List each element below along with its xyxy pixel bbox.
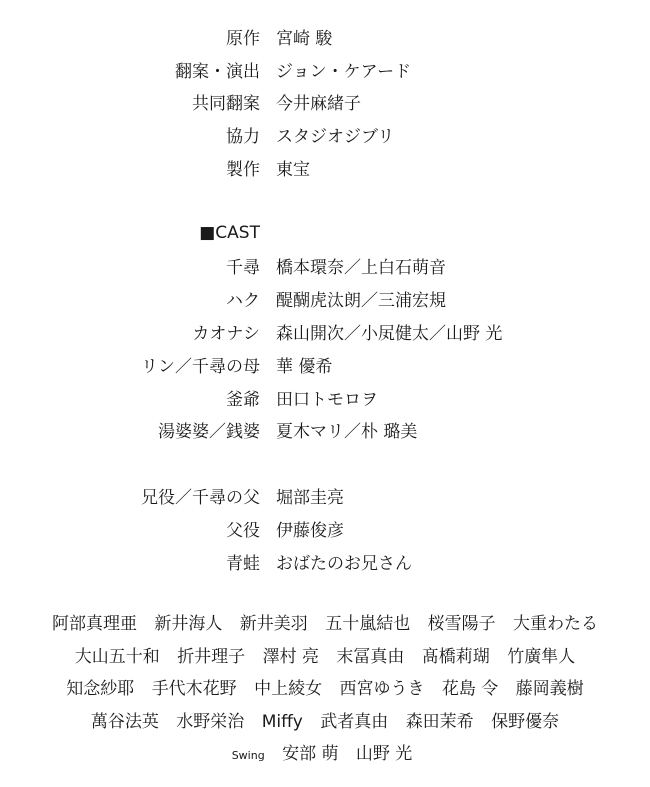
ensemble-line: [0, 608, 650, 641]
ensemble-name: 花島 令: [441, 679, 499, 700]
person-name: 夏木マリ／朴 璐美: [276, 422, 418, 443]
staff-row: [0, 53, 650, 86]
ensemble-line: [0, 706, 650, 739]
staff-row: [0, 20, 650, 53]
cast-row: [0, 545, 650, 578]
ensemble-name: 竹廣隼人: [507, 646, 576, 667]
role-label: 釜爺: [226, 389, 260, 410]
ensemble-name: 森田茉希: [405, 711, 474, 732]
cast-row: [0, 381, 650, 414]
ensemble-name: 新井海人: [154, 614, 223, 634]
role-label: リン／千尋の母: [141, 356, 260, 377]
cast-heading: ■CAST: [199, 223, 260, 244]
ensemble-name: 水野栄治: [176, 711, 245, 732]
ensemble-name: 大重わたる: [513, 614, 599, 634]
ensemble-name: 五十嵐結也: [325, 614, 411, 634]
ensemble-name: 中上綾女: [254, 679, 323, 700]
ensemble-name: 萬谷法英: [90, 711, 159, 732]
ensemble-line: [0, 673, 650, 706]
role-label: 製作: [226, 160, 260, 181]
cast-row: [0, 348, 650, 381]
staff-row: [0, 118, 650, 151]
credits-list: [0, 20, 650, 578]
ensemble-name: 保野優奈: [491, 711, 560, 732]
person-name: おばたのお兄さん: [276, 553, 412, 574]
ensemble-name: 阿部真理亜: [51, 614, 137, 634]
person-name: 伊藤俊彦: [276, 520, 344, 541]
ensemble-name: 知念紗耶: [66, 679, 135, 700]
role-label: ハク: [226, 291, 260, 312]
role-label: 翻案・演出: [175, 61, 260, 82]
person-name: 醍醐虎汰朗／三浦宏規: [276, 291, 446, 312]
role-label: 原作: [226, 28, 260, 49]
person-name: スタジオジブリ: [276, 127, 395, 148]
ensemble-name: 藤岡義樹: [515, 679, 584, 700]
spacer: [0, 446, 650, 479]
ensemble-name: 末冨真由: [336, 646, 405, 667]
role-label: 父役: [226, 520, 260, 541]
person-name: 東宝: [276, 160, 310, 181]
person-name: 田口トモロヲ: [276, 389, 378, 410]
cast-row: [0, 512, 650, 545]
ensemble-name: Miffy: [261, 711, 303, 732]
role-label: 協力: [226, 127, 260, 148]
swing-label: Swing: [231, 749, 265, 763]
ensemble-name: 新井美羽: [239, 614, 308, 634]
ensemble-name: 大山五十和: [74, 646, 160, 667]
role-label: 共同翻案: [192, 94, 260, 115]
person-name: 堀部圭亮: [276, 488, 344, 509]
role-label: 青蛙: [226, 553, 260, 574]
staff-row: [0, 151, 650, 184]
staff-row: [0, 86, 650, 119]
ensemble-name: 武者真由: [320, 711, 389, 732]
person-name: 森山開次／小㞍健太／山野 光: [276, 324, 503, 345]
ensemble-name: 髙橋莉瑚: [421, 646, 490, 667]
role-label: 湯婆婆／銭婆: [158, 422, 260, 443]
cast-row: [0, 250, 650, 283]
cast-row: [0, 479, 650, 512]
ensemble-name: 手代木花野: [151, 679, 237, 700]
swing-line: [0, 738, 650, 771]
role-label: 兄役／千尋の父: [141, 488, 260, 509]
cast-header: [0, 217, 650, 250]
ensemble-list: [0, 608, 650, 771]
person-name: ジョン・ケアード: [276, 61, 412, 82]
person-name: 華 優希: [276, 356, 333, 377]
ensemble-line: [0, 641, 650, 674]
cast-row: [0, 282, 650, 315]
spacer: [0, 184, 650, 217]
person-name: 橋本環奈／上白石萌音: [276, 258, 446, 279]
swing-name: 安部 萌: [282, 744, 339, 765]
cast-row: [0, 414, 650, 447]
ensemble-name: 西宮ゆうき: [339, 679, 425, 700]
person-name: 宮崎 駿: [276, 28, 333, 49]
swing-name: 山野 光: [355, 744, 413, 765]
cast-row: [0, 315, 650, 348]
role-label: カオナシ: [192, 324, 260, 345]
person-name: 今井麻緒子: [276, 94, 361, 115]
role-label: 千尋: [226, 258, 260, 279]
ensemble-name: 折井理子: [177, 646, 246, 667]
ensemble-name: 澤村 亮: [262, 646, 319, 667]
ensemble-name: 桜雪陽子: [427, 614, 496, 634]
